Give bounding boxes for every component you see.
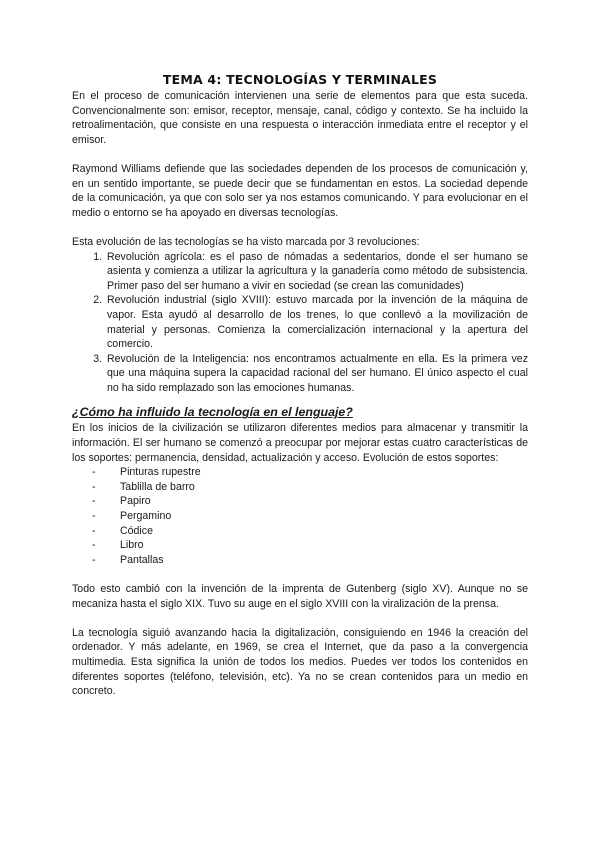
dash-bullet: - [92,510,96,523]
support-label: Pantallas [120,553,164,566]
list-item [92,480,528,495]
paragraph-revolutions-intro: Esta evolución de las tecnologías se ha visto marcada por 3 revoluciones: [72,235,420,248]
support-label: Tablilla de barro [120,480,195,493]
dash-bullet: - [92,553,96,566]
list-item [92,465,528,480]
dash-bullet: - [92,466,96,479]
spacer [72,220,528,235]
list-item-intelligence-revolution: 3. Revolución de la Inteligencia: nos encontramos actualmente en ella. Es la primera vez que una máquina supera la capacidad racional del ser humano. El único aspecto el cual no ha sido remplazado son las emociones humanas. [105,352,528,396]
paragraph-digitalization: La tecnología siguió avanzando hacia la digitalización, consiguiendo en 1946 la creación del ordenador. Y más adelante, en 1969, se crea el Internet, que da paso a la convergencia multimedia. Esta significa la unión de todos los medios. Puedes ver todos los contenidos en diferentes soportes (teléfono, televisión, etc). Ya no se crean contenidos para un medio en concreto. [72,626,528,698]
page-title: TEMA 4: TECNOLOGÍAS Y TERMINALES [162,72,438,87]
dash-bullet: - [92,539,96,552]
section-heading-language: ¿Cómo ha influido la tecnología en el lenguaje? [72,405,353,420]
spacer [72,395,528,404]
support-label: Códice [120,524,153,537]
spacer [72,567,528,582]
paragraph-raymond-williams: Raymond Williams defiende que las sociedades dependen de los procesos de comunicación y, en un sentido importante, se puede decir que se fundamentan en estos. La sociedad depende de la comunicación, ya que con solo ser ya nos estamos comunicando. Y para evolucionar en el medio o entorno se ha apoyado en diversas tecnologías. [72,162,528,219]
paragraph-supports-intro: En los inicios de la civilización se utilizaron diferentes medios para almacenar y transmitir la información. El ser humano se comenzó a preocupar por mejorar estas cuatro características de los soportes: permanencia, densidad, actualización y acceso. Evolución de estos soportes: [72,422,528,464]
spacer [72,147,528,162]
document-page [72,72,528,699]
revolutions-list [72,250,528,396]
list-item-agricultural-revolution: 1. Revolución agrícola: es el paso de nómadas a sedentarios, donde el ser humano se asienta y comienza a utilizar la agricultura y la ganadería como método de subsistencia. Primer paso del ser humano a vivir en sociedad (se crean las comunidades) [105,250,528,294]
dash-bullet: - [92,495,96,508]
list-item-industrial-revolution: 2. Revolución industrial (siglo XVIII): estuvo marcada por la invención de la máquina de vapor. Esta ayudó al desarrollo de los trenes, lo que conllevó a la movilización de material y personas. Comienza la comercialización internacional y la apertura del comercio. [105,293,528,351]
support-label: Papiro [120,495,151,508]
list-item [92,509,528,524]
support-label: Pergamino [120,510,172,523]
list-item [92,538,528,553]
spacer [72,611,528,626]
paragraph-gutenberg: Todo esto cambió con la invención de la imprenta de Gutenberg (siglo XV). Aunque no se mecaniza hasta el siglo XIX. Tuvo su auge en el siglo XVIII con la viralización de la prensa. [72,583,528,610]
list-item [92,524,528,539]
dash-bullet: - [92,480,96,493]
dash-bullet: - [92,524,96,537]
list-item [92,553,528,568]
support-label: Pinturas rupestre [120,466,201,479]
support-label: Libro [120,539,144,552]
supports-list [72,465,528,567]
paragraph-communication-elements: En el proceso de comunicación intervienen una serie de elementos para que esta suceda. Convencionalmente son: emisor, receptor, mensaje, canal, código y contexto. Se ha incluido la retroalimentación, que consiste en una respuesta o interacción inmediata entre el receptor y el emisor. [72,90,528,146]
list-item [92,494,528,509]
